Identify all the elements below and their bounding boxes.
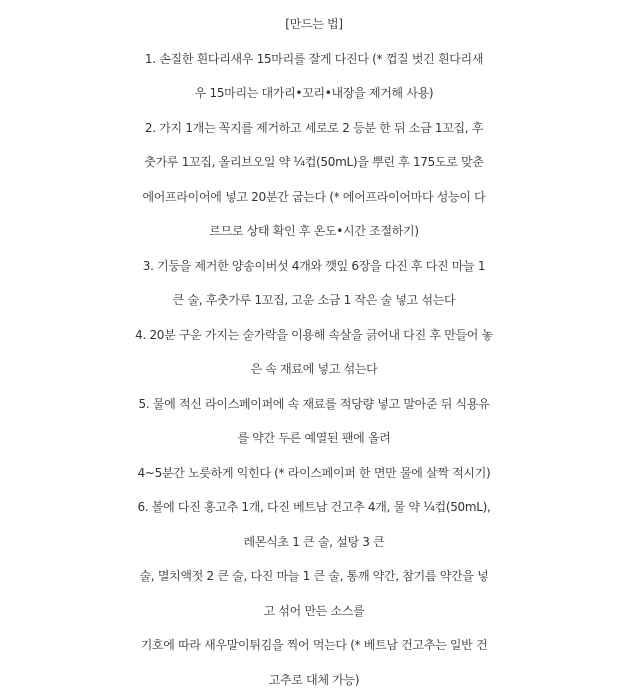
step-2-line-2: 춧가루 1꼬집, 올리브오일 약 ¼컵(50mL)을 뿌린 후 175도로 맞춘: [0, 145, 628, 180]
step-6-line-4: 고 섞어 만든 소스를: [0, 594, 628, 629]
recipe-heading: [만드는 법]: [0, 7, 628, 42]
step-5-line-2: 를 약간 두른 예열된 팬에 올려: [0, 421, 628, 456]
step-3-line-2: 큰 술, 후춧가루 1꼬집, 고운 소금 1 작은 술 넣고 섞는다: [0, 283, 628, 318]
step-4-line-1: 4. 20분 구운 가지는 숟가락을 이용해 속살을 긁어내 다진 후 만들어 놓: [0, 318, 628, 353]
step-6-line-3: 술, 멸치액젓 2 큰 술, 다진 마늘 1 큰 술, 통깨 약간, 참기름 약간을 넣: [0, 559, 628, 594]
step-1-line-2: 우 15마리는 대가리•꼬리•내장을 제거해 사용): [0, 76, 628, 111]
step-2-line-4: 르므로 상태 확인 후 온도•시간 조절하기): [0, 214, 628, 249]
recipe-instructions: [0, 7, 628, 697]
step-6-line-5: 기호에 따라 새우말이튀김을 찍어 먹는다 (* 베트남 건고추는 일반 건: [0, 628, 628, 663]
step-3-line-1: 3. 기둥을 제거한 양송이버섯 4개와 깻잎 6장을 다진 후 다진 마늘 1: [0, 249, 628, 284]
step-1-line-1: 1. 손질한 흰다리새우 15마리를 잘게 다진다 (* 껍질 벗긴 흰다리새: [0, 42, 628, 77]
step-6-line-6: 고추로 대체 가능): [0, 663, 628, 697]
step-5-line-1: 5. 물에 적신 라이스페이퍼에 속 재료를 적당량 넣고 말아준 뒤 식용유: [0, 387, 628, 422]
step-5-line-3: 4~5분간 노릇하게 익힌다 (* 라이스페이퍼 한 면만 물에 살짝 적시기): [0, 456, 628, 491]
step-6-line-1: 6. 볼에 다진 홍고추 1개, 다진 베트남 건고추 4개, 물 약 ¼컵(50mL),: [0, 490, 628, 525]
step-4-line-2: 은 속 재료에 넣고 섞는다: [0, 352, 628, 387]
step-6-line-2: 레몬식초 1 큰 술, 설탕 3 큰: [0, 525, 628, 560]
step-2-line-1: 2. 가지 1개는 꼭지를 제거하고 세로로 2 등분 한 뒤 소금 1꼬집, 후: [0, 111, 628, 146]
step-2-line-3: 에어프라이어에 넣고 20분간 굽는다 (* 에어프라이어마다 성능이 다: [0, 180, 628, 215]
